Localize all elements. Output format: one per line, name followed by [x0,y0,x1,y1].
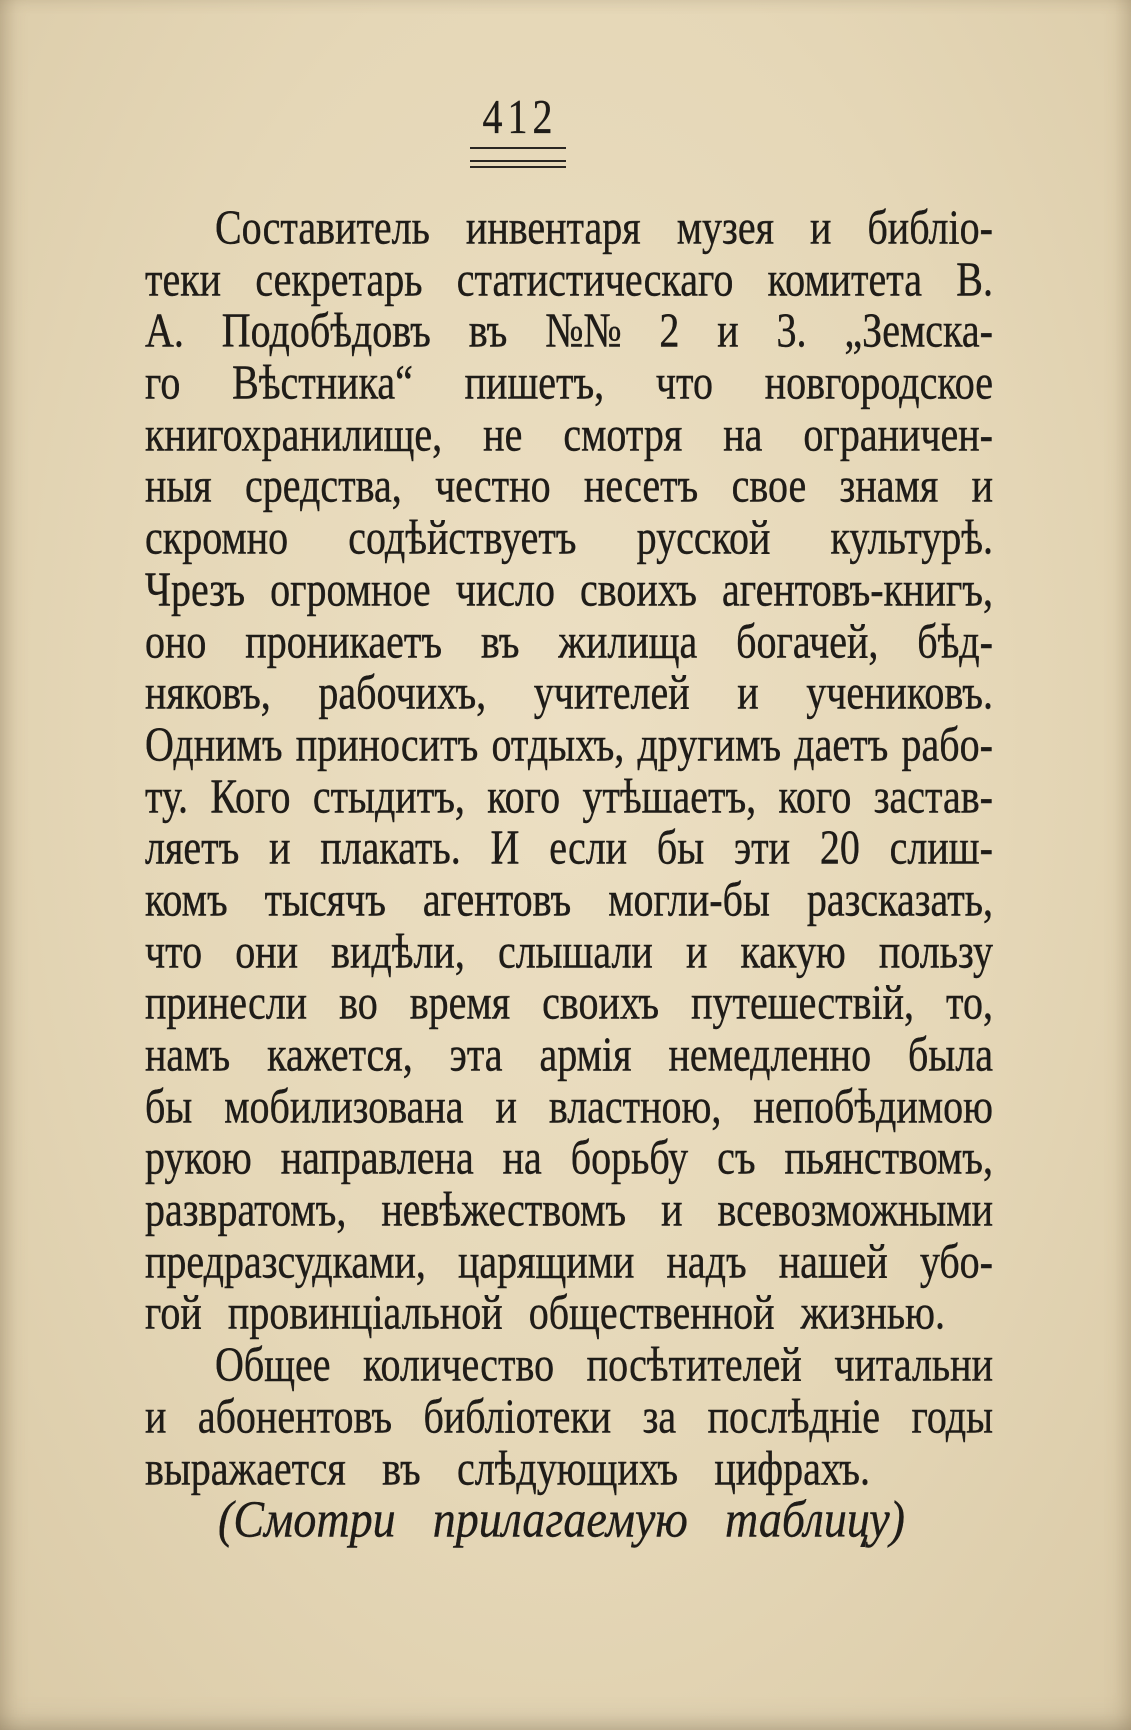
word: провинціальной [227,1284,503,1340]
word: кого [487,767,561,823]
word: Чрезъ [145,561,246,617]
header-rule [470,147,566,149]
word: своихъ [542,974,660,1030]
word: рукою [145,1129,252,1185]
word: комитета [767,251,922,306]
word: путешествій, [691,974,914,1030]
word: бѣд- [917,612,993,668]
word: Подобѣдовъ [221,302,431,358]
header-double-rule-top [470,160,566,162]
word: агентовъ-книгъ, [721,561,993,617]
word: А. [145,302,184,358]
word: комъ [145,871,228,927]
word: въ [382,1439,421,1495]
word: гой [145,1284,202,1340]
header-double-rule-bottom [470,166,566,168]
word: разсказать, [806,871,993,927]
word: пьянствомъ, [784,1129,993,1185]
word: была [908,1026,993,1082]
word: слиш- [889,819,993,875]
word: направлена [280,1129,474,1185]
word: учениковъ. [806,664,993,720]
word: го [145,354,181,410]
word: послѣдніе [707,1388,881,1444]
word: то, [946,974,993,1030]
word: посѣтителей [586,1336,802,1392]
word: убо- [919,1233,993,1289]
word: властною, [548,1078,722,1133]
word: какую [740,923,846,978]
word: съ [717,1129,756,1185]
word: знамя [839,457,939,513]
word: пишетъ, [464,354,605,410]
word: бы [145,1078,193,1133]
word: намъ [145,1026,231,1082]
word: библіо- [867,199,993,255]
word: и [495,1078,517,1133]
word: своихъ [580,561,697,617]
word: рабо- [901,716,993,772]
word: В. [956,251,993,306]
word: и [145,1388,167,1444]
word: видѣли, [331,923,465,978]
word: проникаетъ [245,612,442,668]
word: ныя [145,457,212,513]
word: царящими [457,1233,635,1289]
word: на [723,406,763,462]
word: музея [676,199,774,255]
word: рабочихъ, [318,664,487,720]
word: во [339,974,378,1030]
word: количество [363,1336,555,1392]
word: секретарь [255,251,423,306]
word: что [145,923,203,978]
word: они [235,923,298,978]
word: и [685,923,708,978]
word: и [661,1181,683,1237]
word: Однимъ [145,716,283,772]
word: армія [539,1026,632,1082]
word: оно [145,612,207,668]
word: и [717,302,739,358]
word: ляетъ [145,819,240,875]
word: немедленно [668,1026,872,1082]
word: Составитель [215,199,430,255]
word: цифрахъ. [714,1439,870,1495]
word: даетъ [794,716,889,772]
word: учителей [533,664,690,720]
word: и [810,199,832,255]
word: богачей, [736,612,879,668]
word: средства, [245,457,402,513]
word: другимъ [637,716,782,772]
word: свое [731,457,807,513]
word: слышали [497,923,653,978]
word: культурѣ. [830,509,993,565]
body-text [145,199,993,1548]
paragraph [145,1336,993,1495]
word: пользу [878,923,993,978]
word: непобѣдимою [753,1078,993,1133]
word: эта [449,1026,503,1082]
word: И [490,819,520,875]
word: смотря [563,406,683,462]
word: №№ [545,302,622,358]
word: въ [480,612,520,668]
word: (Смотри [218,1490,396,1548]
word: кажется, [267,1026,413,1082]
word: бы [656,819,705,875]
word: стыдитъ, [312,767,465,823]
word: въ [468,302,508,358]
word: читальни [834,1336,993,1392]
word: таблицу) [725,1490,905,1548]
word: время [409,974,511,1030]
word: ограничен- [803,406,993,462]
word: надъ [666,1233,747,1289]
word: жилища [558,612,698,668]
word: слѣдующихъ [456,1439,679,1495]
word: плакать. [320,819,461,875]
word: борьбу [570,1129,689,1185]
word: нашей [778,1233,888,1289]
word: приноситъ [295,716,479,772]
word: инвентаря [465,199,641,255]
word: несетъ [583,457,699,513]
page-number: 412 [482,88,558,144]
word: русской [636,509,771,565]
word: „Земска- [844,302,993,358]
word: прилагаемую [432,1490,688,1548]
word: число [455,561,555,617]
word: новгородское [764,354,993,410]
word: 20 [819,819,860,875]
word: Кого [210,767,291,823]
word: и [737,664,759,720]
word: отдыхъ, [491,716,625,772]
word: содѣйствуетъ [348,509,577,565]
word: Вѣстника“ [232,354,413,410]
word: на [502,1129,542,1185]
word: выражается [145,1439,346,1495]
word: могли-бы [608,871,770,927]
word: ту. [145,767,188,823]
word: развратомъ, [145,1181,347,1237]
word: эти [733,819,791,875]
word: честно [435,457,551,513]
word: застав- [873,767,993,823]
word: утѣшаетъ, [582,767,757,823]
word: что [655,354,713,410]
word: теки [145,251,222,306]
word: 3. [776,302,807,358]
word: предразсудками, [145,1233,426,1289]
word: скромно [145,509,289,565]
word: 2 [659,302,680,358]
word: годы [911,1388,993,1444]
word: статистическаго [456,251,734,306]
word: мобилизована [224,1078,464,1133]
word: общественной [528,1284,775,1340]
word: если [549,819,628,875]
paragraph [145,199,993,1340]
word: принесли [145,974,308,1030]
word: няковъ, [145,664,271,720]
word: невѣжествомъ [381,1181,627,1237]
word: огромное [270,561,431,617]
word: библіотеки [423,1388,612,1444]
word: за [642,1388,677,1444]
word: не [483,406,523,462]
word: и [269,819,291,875]
word: агентовъ [422,871,572,927]
word: тысячъ [264,871,386,927]
word: книгохранилище, [145,406,443,462]
word: абонентовъ [197,1388,393,1444]
word: кого [778,767,852,823]
word: Общее [215,1336,331,1392]
word: и [971,457,993,513]
word: жизнью. [800,1284,945,1340]
word: всевозможными [717,1181,993,1237]
table-reference [218,1491,905,1549]
